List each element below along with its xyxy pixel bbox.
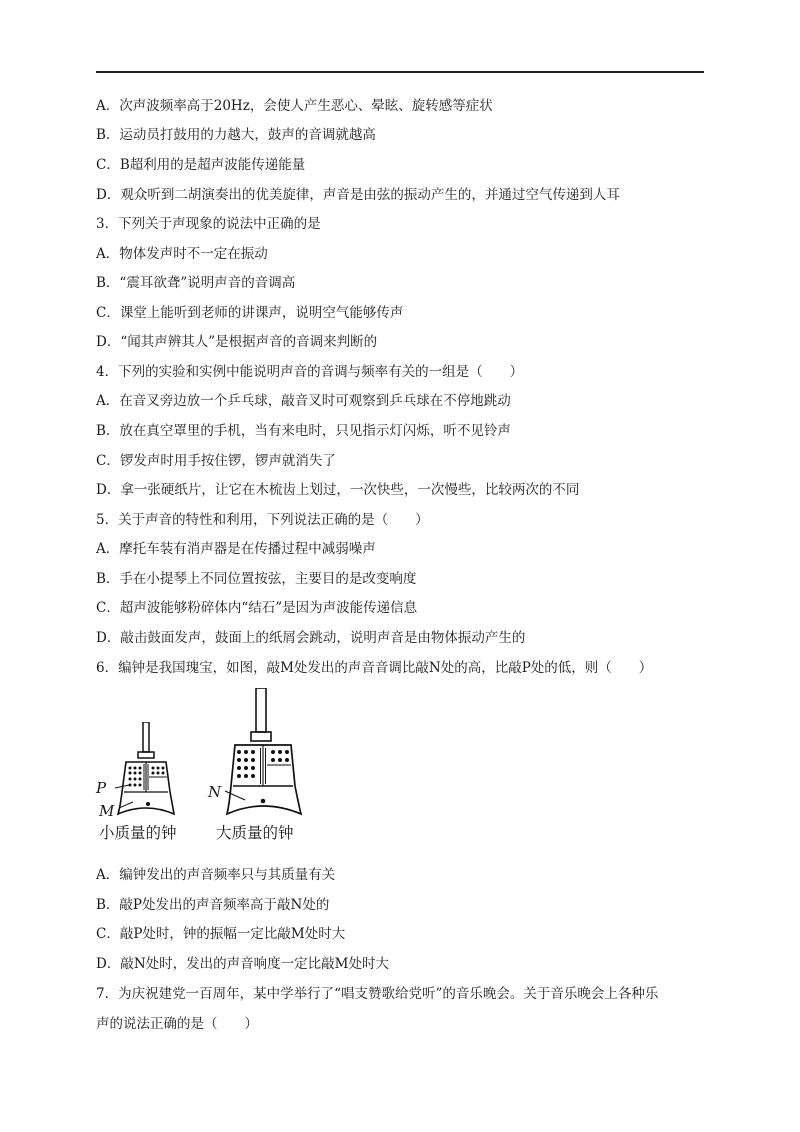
- label-n: N: [208, 783, 222, 801]
- option-d-q6: D．敲N处时，发出的声音响度一定比敲M处时大: [96, 956, 389, 972]
- option-d-q2: D．观众听到二胡演奏出的优美旋律，声音是由弦的振动产生的，并通过空气传递到人耳: [96, 187, 620, 203]
- option-b-q6: B．敲P处发出的声音频率高于敲N处的: [96, 897, 330, 913]
- question-6: 6．编钟是我国瑰宝，如图，敲M处发出的声音音调比敲N处的高，比敲P处的低，则（ ）: [96, 660, 653, 676]
- option-c-q4: C．锣发声时用手按住锣，锣声就消失了: [96, 453, 336, 469]
- small-bell-figure: [115, 722, 180, 818]
- question-7: 7．为庆祝建党一百周年，某中学举行了“唱支赞歌给党听”的音乐晚会。关于音乐晚会上各种乐: [96, 986, 659, 1002]
- option-a-q5: A．摩托车装有消声器是在传播过程中减弱噪声: [96, 541, 376, 557]
- option-c-q2: C．B超利用的是超声波能传递能量: [96, 157, 306, 173]
- option-c-q6: C．敲P处时，钟的振幅一定比敲M处时大: [96, 926, 346, 942]
- question-5: 5．关于声音的特性和利用，下列说法正确的是（ ）: [96, 512, 429, 528]
- option-b-q5: B．手在小提琴上不同位置按弦，主要目的是改变响度: [96, 571, 417, 587]
- option-a-q6: A．编钟发出的声音频率只与其质量有关: [96, 867, 336, 883]
- large-bell-caption: 大质量的钟: [216, 824, 294, 842]
- option-c-q3: C．课堂上能听到老师的讲课声，说明空气能够传声: [96, 305, 404, 321]
- label-m: M: [99, 802, 115, 820]
- question-4: 4．下列的实验和实例中能说明声音的音调与频率有关的一组是（ ）: [96, 364, 524, 380]
- option-b-q4: B．放在真空罩里的手机，当有来电时，只见指示灯闪烁，听不见铃声: [96, 423, 511, 439]
- option-d-q3: D．“闻其声辨其人”是根据声音的音调来判断的: [96, 334, 378, 350]
- question-3: 3．下列关于声现象的说法中正确的是: [96, 216, 321, 232]
- option-b-q3: B．“震耳欲聋”说明声音的音调高: [96, 275, 296, 291]
- small-bell-caption: 小质量的钟: [99, 824, 177, 842]
- option-b-q2: B．运动员打鼓用的力越大，鼓声的音调就越高: [96, 127, 376, 143]
- option-a-q2: A．次声波频率高于20Hz，会使人产生恶心、晕眩、旋转感等症状: [96, 98, 493, 114]
- header-rule: [96, 71, 704, 73]
- option-a-q4: A．在音叉旁边放一个乒乓球，敲音叉时可观察到乒乓球在不停地跳动: [96, 393, 511, 409]
- large-bell-figure: [223, 688, 305, 820]
- label-p: P: [96, 779, 107, 797]
- option-d-q5: D．敲击鼓面发声，鼓面上的纸屑会跳动，说明声音是由物体振动产生的: [96, 630, 526, 646]
- question-7-cont: 声的说法正确的是（ ）: [96, 1016, 258, 1032]
- option-a-q3: A．物体发声时不一定在振动: [96, 246, 268, 262]
- option-d-q4: D．拿一张硬纸片，让它在木梳齿上划过，一次快些，一次慢些，比较两次的不同: [96, 482, 580, 498]
- option-c-q5: C．超声波能够粉碎体内“结石”是因为声波能传递信息: [96, 600, 418, 616]
